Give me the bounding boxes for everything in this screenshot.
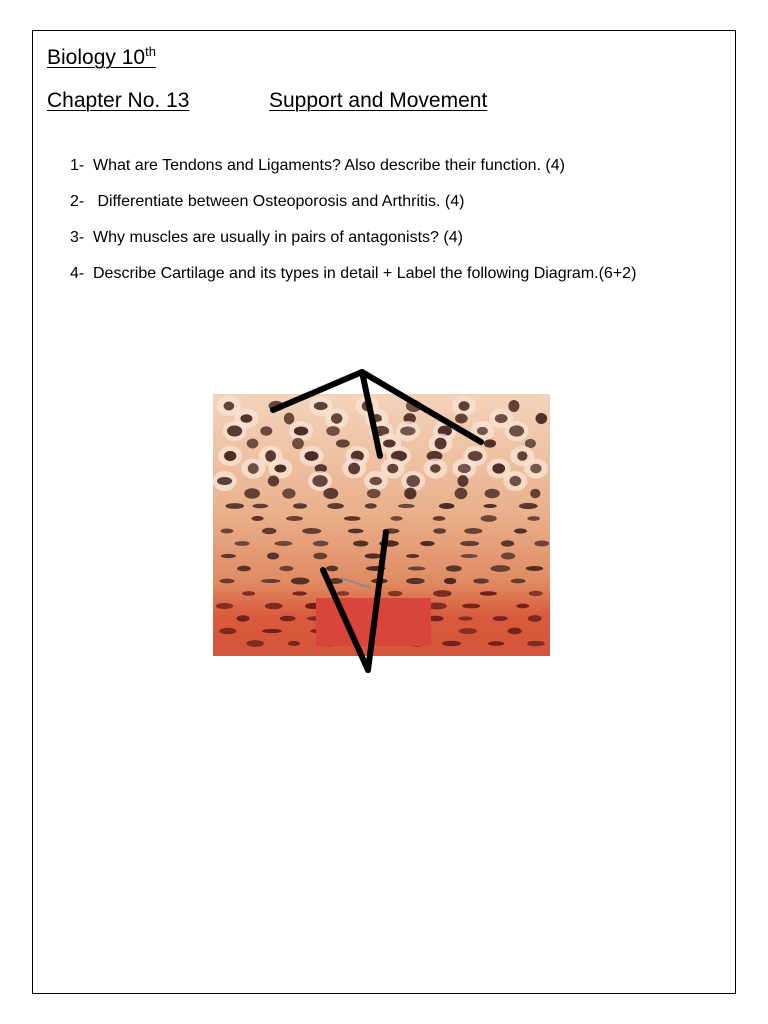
chondrocyte-cell [240, 414, 252, 423]
chondrocyte-cell [400, 426, 415, 435]
chondrocyte-cell [383, 439, 395, 447]
chondrocyte-cell [221, 554, 236, 558]
chondrocyte-cell [326, 426, 340, 436]
chondrocyte-cell [224, 451, 236, 461]
question-text: Describe Cartilage and its types in detail + Label the following Diagram.(6+2) [93, 265, 637, 282]
chondrocyte-cell [473, 578, 489, 583]
chondrocyte-cell [291, 578, 310, 585]
chondrocyte-cell [323, 488, 338, 499]
chondrocyte-cell [365, 553, 382, 558]
chondrocyte-cell [348, 463, 360, 475]
chondrocyte-cell [365, 503, 377, 508]
chondrocyte-cell [511, 579, 526, 584]
chondrocyte-cell [219, 628, 236, 635]
question-text: Why muscles are usually in pairs of antagonists? (4) [93, 229, 463, 246]
chondrocyte-cell [275, 541, 293, 546]
chondrocyte-cell [458, 616, 472, 620]
chondrocyte-cell [370, 477, 382, 485]
chondrocyte-cell [458, 401, 469, 411]
chondrocyte-cell [527, 516, 540, 520]
chondrocyte-cell [420, 541, 434, 546]
chondrocyte-cell [442, 641, 461, 647]
chondrocyte-cell [327, 503, 344, 509]
chondrocyte-cell [313, 553, 327, 560]
chondrocyte-cell [534, 541, 549, 547]
chondrocyte-cell [404, 488, 416, 500]
chondrocyte-cell [535, 413, 547, 424]
chondrocyte-cell [292, 591, 307, 595]
chondrocyte-cell [455, 488, 468, 499]
chondrocyte-cell [459, 628, 477, 634]
chondrocyte-cell [216, 603, 233, 609]
chondrocyte-cell [468, 451, 483, 461]
chondrocyte-cell [288, 641, 300, 646]
chondrocyte-cell [458, 464, 471, 473]
chondrocyte-cell [302, 528, 321, 534]
chondrocyte-cell [260, 426, 272, 435]
chondrocyte-cell [267, 553, 279, 560]
chondrocyte-cell [282, 488, 295, 498]
chondrocyte-cell [293, 503, 307, 509]
chondrocyte-cell [247, 439, 259, 449]
chondrocyte-cell [444, 578, 456, 584]
chondrocyte-cell [284, 413, 294, 425]
chondrocyte-cell [495, 414, 508, 423]
chondrocyte-cell [457, 475, 468, 487]
chondrocyte-cell [292, 438, 304, 449]
chondrocyte-cell [326, 566, 338, 572]
chondrocyte-cell [237, 566, 251, 572]
question-number: 3- [70, 229, 85, 246]
chondrocyte-cell [433, 516, 445, 521]
chondrocyte-cell [516, 604, 529, 609]
chondrocyte-cell [252, 504, 268, 508]
cartilage-diagram [213, 364, 550, 674]
chondrocyte-cell [294, 426, 308, 435]
chondrocyte-cell [529, 591, 543, 596]
chondrocyte-cell [530, 489, 540, 498]
chondrocyte-cell [509, 425, 524, 436]
chondrocyte-cell [464, 528, 482, 534]
chondrocyte-cell [501, 553, 515, 560]
chondrocyte-cell [313, 541, 329, 547]
chondrocyte-cell [508, 628, 522, 635]
chondrocyte-cell [488, 641, 505, 646]
chondrocyte-cell [484, 489, 499, 498]
chondrocyte-cell [286, 516, 303, 521]
chondrocyte-cell [530, 464, 541, 474]
chondrocyte-cell [244, 488, 260, 498]
chondrocyte-cell [508, 400, 519, 412]
chondrocyte-cell [387, 464, 398, 473]
chondrocyte-cell [514, 528, 527, 533]
chondrocyte-cell [526, 566, 543, 571]
chondrocyte-cell [367, 489, 381, 499]
chondrocyte-cell [398, 504, 415, 508]
chondrocyte-cell [406, 578, 425, 584]
chondrocyte-cell [248, 463, 259, 474]
question-text: What are Tendons and Ligaments? Also describe their function. (4) [93, 157, 565, 174]
chondrocyte-cell [439, 503, 454, 509]
chondrocyte-cell [265, 603, 283, 610]
chondrocyte-cell [280, 616, 296, 622]
chondrocyte-cell [331, 413, 342, 423]
chondrocyte-cell [433, 528, 446, 533]
chondrocyte-cell [408, 566, 426, 570]
chondrocyte-cell [491, 565, 511, 572]
chondrocyte-cell [510, 476, 522, 486]
subject-superscript: th [145, 44, 156, 59]
chondrocyte-cell [483, 504, 496, 508]
chondrocyte-cell [261, 579, 281, 583]
chondrocyte-cell [224, 402, 235, 411]
question-number: 1- [70, 157, 85, 174]
chondrocyte-cell [528, 615, 542, 622]
chondrocyte-cell [217, 477, 232, 485]
question-text: Differentiate between Osteoporosis and Arthritis. (4) [93, 193, 465, 210]
chondrocyte-cell [353, 540, 368, 546]
chondrocyte-cell [227, 426, 242, 437]
chondrocyte-cell [220, 529, 233, 534]
chondrocyte-cell [493, 616, 508, 621]
chondrocyte-cell [455, 414, 468, 424]
chondrocyte-cell [477, 427, 488, 435]
chondrocyte-cell [388, 591, 403, 597]
subject-heading: Biology 10th [47, 44, 156, 69]
chondrocyte-cell [492, 463, 505, 473]
chondrocyte-cell [242, 591, 255, 596]
chondrocyte-cell [519, 503, 538, 509]
chondrocyte-cell [433, 590, 452, 597]
question-item [70, 263, 636, 299]
chondrocyte-cell [390, 516, 402, 521]
question-item [70, 227, 636, 263]
question-number: 2- [70, 193, 85, 210]
chondrocyte-cell [304, 451, 318, 461]
chondrocyte-cell [480, 591, 497, 595]
chondrocyte-cell [235, 541, 250, 546]
chondrocyte-cell [527, 641, 545, 647]
chondrocyte-cell [279, 566, 293, 571]
chondrocyte-cell [460, 541, 479, 546]
chondrocyte-cell [225, 503, 244, 509]
chondrocyte-cell [220, 579, 235, 584]
chondrocyte-cell [446, 565, 462, 571]
question-item [70, 155, 636, 191]
chondrocyte-cell [517, 451, 527, 460]
chondrocyte-cell [262, 528, 276, 534]
chondrocyte-cell [312, 475, 327, 487]
chondrocyte-cell [344, 516, 361, 520]
chondrocyte-cell [337, 591, 350, 595]
chondrocyte-cell [348, 529, 364, 534]
chondrocyte-cell [484, 439, 496, 447]
chapter-title: Support and Movement [269, 89, 488, 112]
chondrocyte-cell [336, 439, 350, 447]
chondrocyte-cell [501, 540, 514, 546]
chondrocyte-cell [247, 640, 264, 647]
chondrocyte-cell [268, 476, 279, 487]
chondrocyte-cell [314, 402, 328, 410]
chondrocyte-cell [406, 554, 419, 558]
chondrocyte-cell [251, 516, 263, 521]
chondrocyte-cell [461, 554, 478, 558]
chondrocyte-cell [462, 604, 480, 609]
chondrocyte-cell [262, 629, 282, 633]
chondrocyte-cell [435, 438, 447, 450]
question-number: 4- [70, 265, 85, 282]
chondrocyte-cell [481, 515, 497, 522]
chondrocyte-cell [406, 475, 420, 487]
chondrocyte-cell [274, 464, 286, 472]
question-list [70, 155, 636, 299]
chapter-heading: Chapter No. 13 [47, 89, 190, 112]
chondrocyte-cell [236, 615, 249, 622]
question-item [70, 191, 636, 227]
chondrocyte-cell [430, 464, 441, 473]
